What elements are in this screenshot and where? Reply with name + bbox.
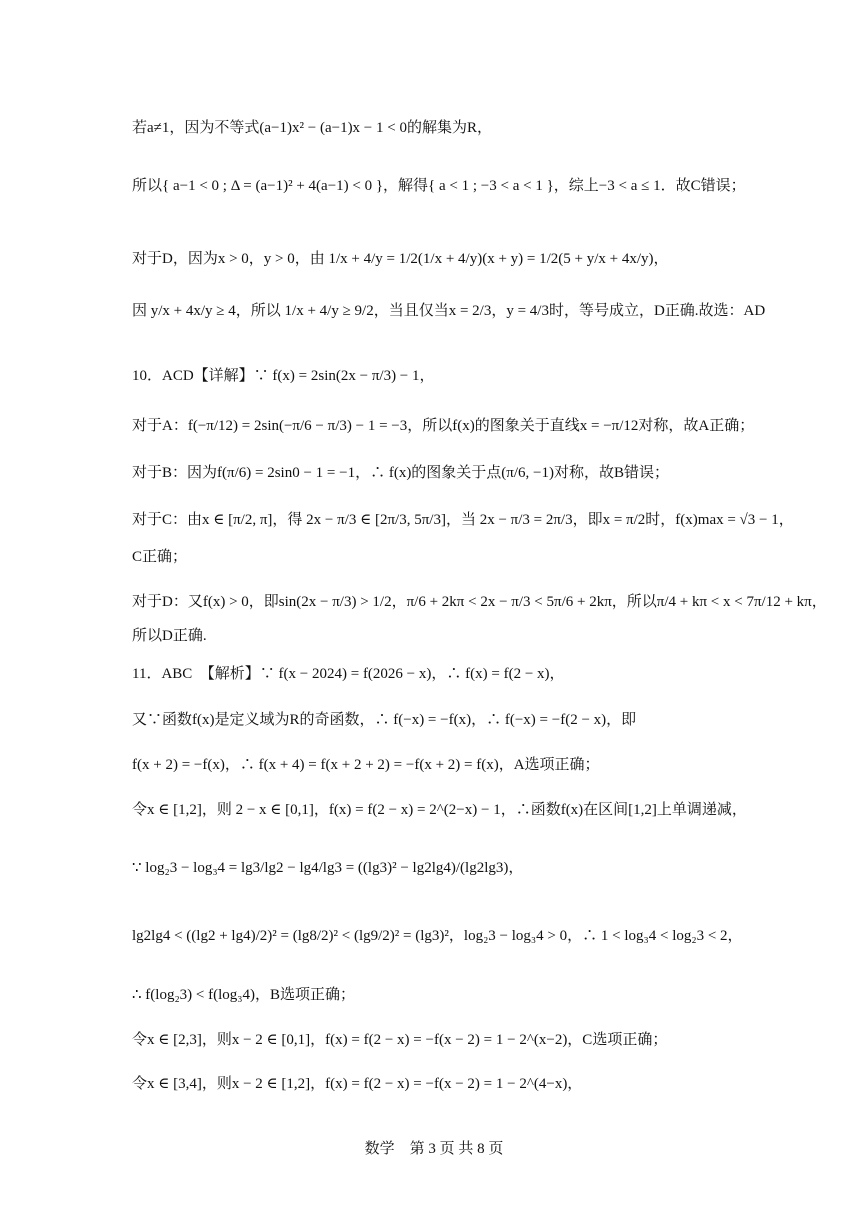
text-line: C正确； — [132, 549, 188, 565]
text-line: 又∵函数f(x)是定义域为R的奇函数，∴ f(−x) = −f(x)，∴ f(−x) = −f(2 − x)，即 — [132, 712, 637, 728]
text-line: 若a≠1，因为不等式(a−1)x² − (a−1)x − 1 < 0的解集为R， — [132, 120, 492, 136]
text-line: 令x ∈ [3,4]，则x − 2 ∈ [1,2]，f(x) = f(2 − x) = −f(x − 2) = 1 − 2^(4−x)， — [132, 1076, 583, 1092]
text-line: 所以{ a−1 < 0 ; Δ = (a−1)² + 4(a−1) < 0 }，解得{ a < 1 ; −3 < a < 1 }，综上−3 < a ≤ 1．故C错误； — [132, 178, 746, 194]
text-line: ∴ f(log₂3) < f(log₃4)，B选项正确； — [132, 987, 356, 1003]
text-line: 令x ∈ [2,3]，则x − 2 ∈ [0,1]，f(x) = f(2 − x) = −f(x − 2) = 1 − 2^(x−2)，C选项正确； — [132, 1032, 668, 1048]
text-line: 所以D正确. — [132, 628, 207, 644]
page-footer: 数学 第 3 页 共 8 页 — [364, 1141, 504, 1157]
text-line: lg2lg4 < ((lg2 + lg4)/2)² = (lg8/2)² < (lg9/2)² = (lg3)²，log₂3 − log₃4 > 0，∴ 1 < log₃4 < log₂3 < 2， — [132, 928, 743, 944]
text-line: 10．ACD【详解】∵ f(x) = 2sin(2x − π/3) − 1， — [132, 368, 435, 384]
text-line: 对于B：因为f(π/6) = 2sin0 − 1 = −1，∴ f(x)的图象关于点(π/6, −1)对称，故B错误； — [132, 465, 670, 481]
text-line: 因 y/x + 4x/y ≥ 4，所以 1/x + 4/y ≥ 9/2，当且仅当x = 2/3，y = 4/3时，等号成立，D正确.故选：AD — [132, 303, 766, 319]
text-line: ∵ log₂3 − log₃4 = lg3/lg2 − lg4/lg3 = ((lg3)² − lg2lg4)/(lg2lg3)， — [132, 860, 524, 876]
text-line: 对于A：f(−π/12) = 2sin(−π/6 − π/3) − 1 = −3，所以f(x)的图象关于直线x = −π/12对称，故A正确； — [132, 418, 755, 434]
text-line: 对于D：又f(x) > 0，即sin(2x − π/3) > 1/2，π/6 + 2kπ < 2x − π/3 < 5π/6 + 2kπ，所以π/4 + kπ < x < 7π/12 + kπ， — [132, 594, 827, 610]
text-line: f(x + 2) = −f(x)，∴ f(x + 4) = f(x + 2 + 2) = −f(x + 2) = f(x)，A选项正确； — [132, 757, 600, 773]
text-line: 11．ABC 【解析】∵ f(x − 2024) = f(2026 − x)，∴ f(x) = f(2 − x)， — [132, 666, 565, 682]
text-line: 令x ∈ [1,2]，则 2 − x ∈ [0,1]，f(x) = f(2 − x) = 2^(2−x) − 1，∴函数f(x)在区间[1,2]上单调递减， — [132, 802, 747, 818]
text-line: 对于C：由x ∈ [π/2, π]，得 2x − π/3 ∈ [2π/3, 5π/3]，当 2x − π/3 = 2π/3，即x = π/2时，f(x)max = √3 − 1， — [132, 512, 794, 528]
text-line: 对于D，因为x > 0，y > 0，由 1/x + 4/y = 1/2(1/x + 4/y)(x + y) = 1/2(5 + y/x + 4x/y)， — [132, 251, 669, 267]
